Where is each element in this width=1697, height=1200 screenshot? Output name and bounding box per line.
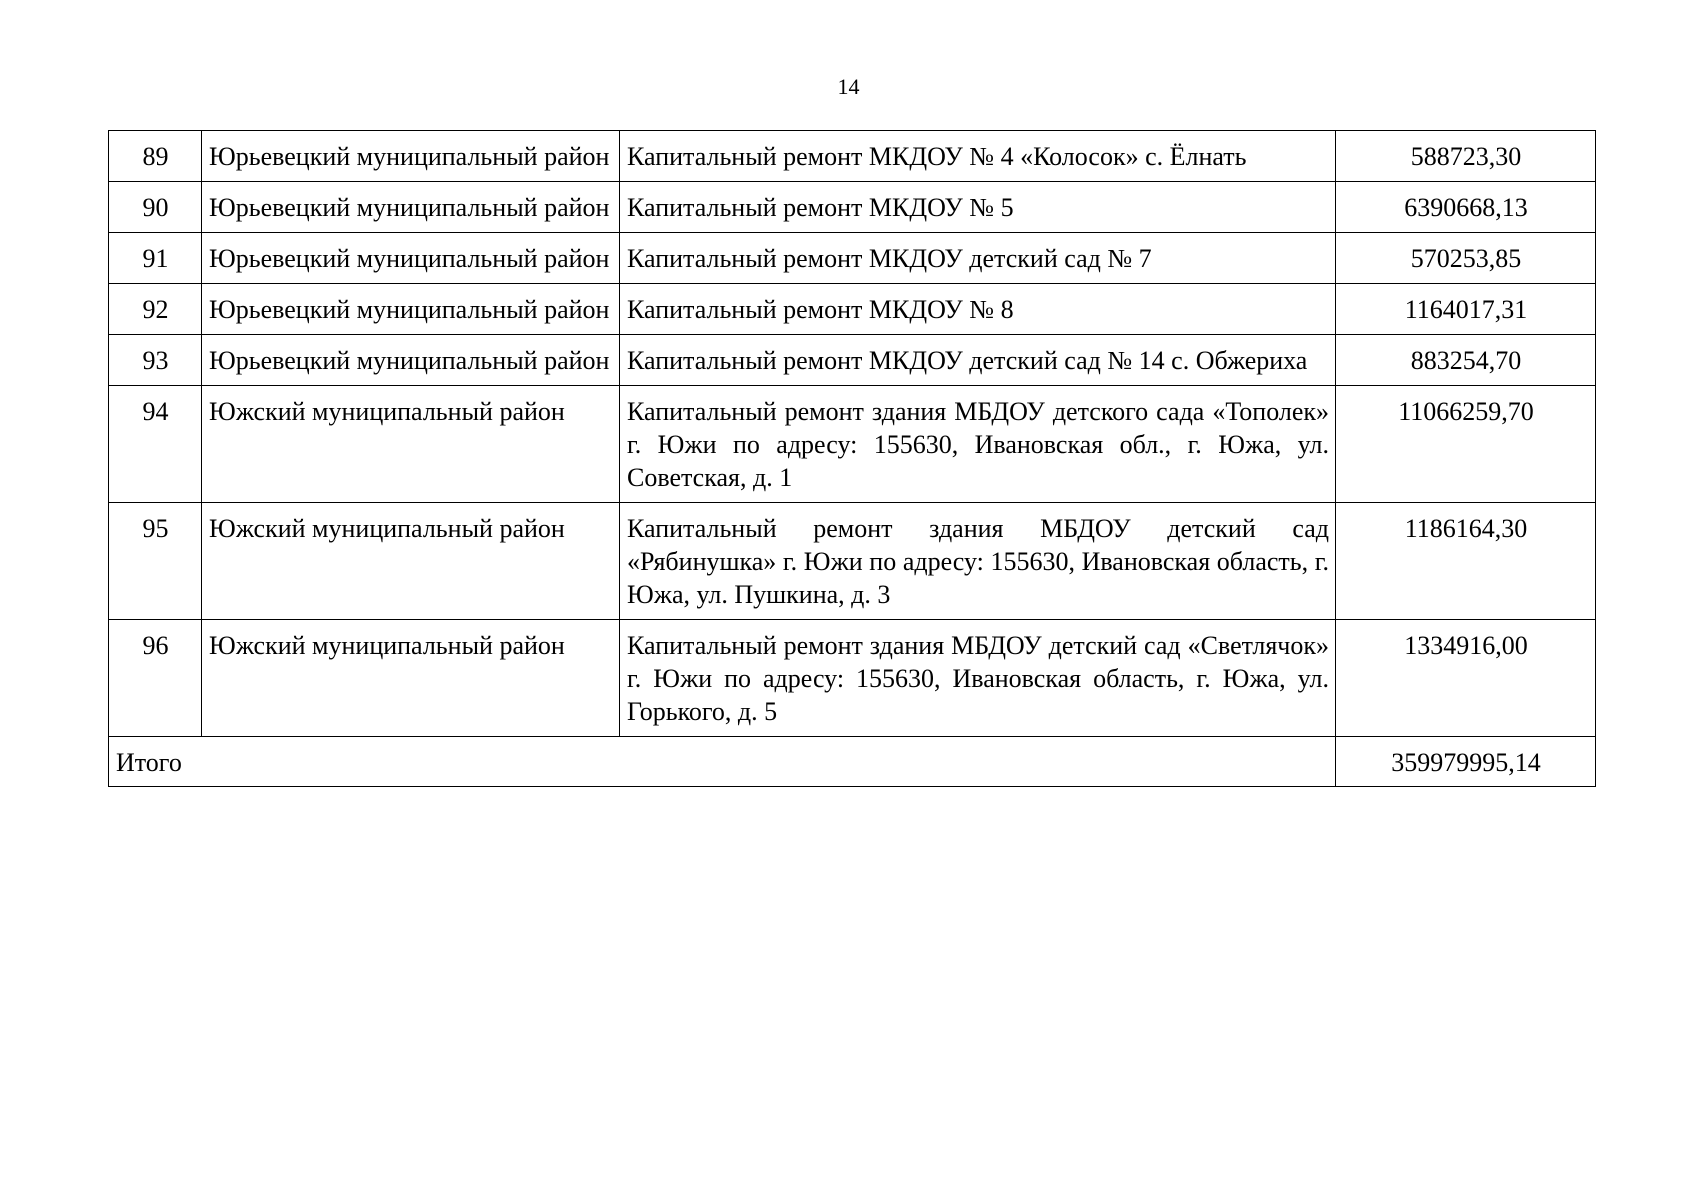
total-row [109, 737, 1596, 787]
district-name: Юрьевецкий муниципальный район [202, 131, 620, 182]
funding-table [108, 130, 1596, 787]
object-description: Капитальный ремонт здания МБДОУ детский сад «Рябинушка» г. Южи по адресу: 155630, Ивановская область, г. Южа, ул. Пушкина, д. 3 [620, 503, 1336, 620]
table-row [109, 131, 1596, 182]
table-row [109, 386, 1596, 503]
district-name: Южский муниципальный район [202, 620, 620, 737]
object-description: Капитальный ремонт МКДОУ детский сад № 14 с. Обжериха [620, 335, 1336, 386]
row-number: 91 [109, 233, 202, 284]
table-row [109, 620, 1596, 737]
district-name: Южский муниципальный район [202, 503, 620, 620]
object-description: Капитальный ремонт здания МБДОУ детского сада «Тополек» г. Южи по адресу: 155630, Ивановская обл., г. Южа, ул. Советская, д. 1 [620, 386, 1336, 503]
total-label: Итого [109, 737, 1336, 787]
row-number: 92 [109, 284, 202, 335]
row-number: 94 [109, 386, 202, 503]
object-description: Капитальный ремонт МКДОУ № 4 «Колосок» с. Ёлнать [620, 131, 1336, 182]
total-amount: 359979995,14 [1336, 737, 1596, 787]
row-number: 90 [109, 182, 202, 233]
district-name: Юрьевецкий муниципальный район [202, 284, 620, 335]
funding-amount: 883254,70 [1336, 335, 1596, 386]
table-row [109, 233, 1596, 284]
row-number: 89 [109, 131, 202, 182]
funding-amount: 570253,85 [1336, 233, 1596, 284]
table-row [109, 284, 1596, 335]
funding-amount: 1186164,30 [1336, 503, 1596, 620]
table-row [109, 335, 1596, 386]
funding-amount: 11066259,70 [1336, 386, 1596, 503]
row-number: 96 [109, 620, 202, 737]
object-description: Капитальный ремонт МКДОУ детский сад № 7 [620, 233, 1336, 284]
district-name: Южский муниципальный район [202, 386, 620, 503]
district-name: Юрьевецкий муниципальный район [202, 233, 620, 284]
row-number: 95 [109, 503, 202, 620]
district-name: Юрьевецкий муниципальный район [202, 182, 620, 233]
table-row [109, 503, 1596, 620]
object-description: Капитальный ремонт здания МБДОУ детский сад «Светлячок» г. Южи по адресу: 155630, Ивановская область, г. Южа, ул. Горького, д. 5 [620, 620, 1336, 737]
object-description: Капитальный ремонт МКДОУ № 5 [620, 182, 1336, 233]
page-number: 14 [837, 74, 860, 99]
funding-amount: 1334916,00 [1336, 620, 1596, 737]
funding-amount: 588723,30 [1336, 131, 1596, 182]
funding-amount: 1164017,31 [1336, 284, 1596, 335]
table-row [109, 182, 1596, 233]
row-number: 93 [109, 335, 202, 386]
object-description: Капитальный ремонт МКДОУ № 8 [620, 284, 1336, 335]
funding-amount: 6390668,13 [1336, 182, 1596, 233]
district-name: Юрьевецкий муниципальный район [202, 335, 620, 386]
